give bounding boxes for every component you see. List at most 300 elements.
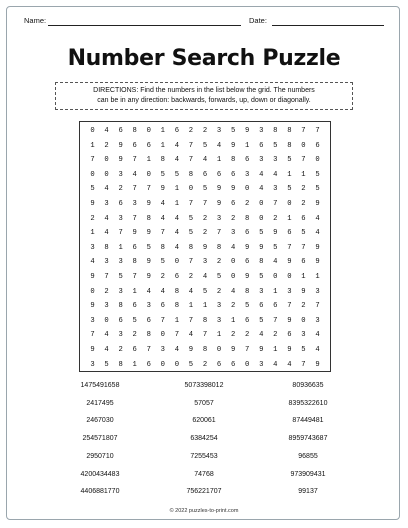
grid-cell[interactable]: 1 [245,141,250,150]
grid-cell[interactable]: 5 [259,316,264,325]
grid-cell[interactable]: 4 [174,141,180,150]
grid-cell[interactable]: 4 [202,156,208,165]
grid-cell[interactable]: 4 [259,331,264,340]
grid-cell[interactable]: 8 [287,127,292,135]
grid-cell[interactable]: 9 [90,302,95,311]
grid-cell[interactable]: 7 [132,273,137,281]
grid-cell[interactable]: 9 [287,346,292,354]
grid-cell[interactable]: 3 [216,127,222,135]
grid-cell[interactable]: 2 [230,214,236,223]
grid-cell[interactable]: 9 [315,243,320,252]
grid-cell[interactable]: 2 [230,302,236,311]
grid-cell[interactable]: 6 [301,258,306,267]
grid-cell[interactable]: 5 [118,273,123,281]
grid-cell[interactable]: 8 [132,127,137,135]
grid-cell[interactable]: 6 [118,127,123,135]
grid-cell[interactable]: 8 [202,316,208,325]
grid-cell[interactable]: 9 [146,258,151,267]
grid-cell[interactable]: 2 [104,141,109,150]
grid-cell[interactable]: 9 [90,346,95,354]
grid-cell[interactable]: 1 [301,170,306,179]
grid-cell[interactable]: 9 [315,360,320,369]
grid-cell[interactable]: 6 [245,229,250,238]
grid-cell[interactable]: 5 [259,229,264,238]
grid-cell[interactable]: 7 [273,316,278,325]
grid-cell[interactable]: 7 [301,243,306,252]
grid-cell[interactable]: 4 [287,360,292,369]
grid-cell[interactable]: 5 [245,302,250,311]
grid-cell[interactable]: 0 [160,331,165,340]
grid-cell[interactable]: 1 [216,331,222,340]
grid-cell[interactable]: 9 [301,287,306,296]
grid-cell[interactable]: 0 [104,156,109,165]
grid-cell[interactable]: 1 [287,214,292,223]
grid-cell[interactable]: 0 [160,360,165,369]
grid-cell[interactable]: 6 [146,360,151,369]
grid-cell[interactable]: 2 [132,331,137,340]
grid-cell[interactable]: 4 [160,200,165,208]
grid-cell[interactable]: 1 [118,243,123,252]
grid-cell[interactable]: 1 [160,141,165,150]
grid-cell[interactable]: 3 [230,229,236,238]
grid-cell[interactable]: 6 [245,156,250,165]
grid-cell[interactable]: 9 [202,243,208,252]
grid-cell[interactable]: 9 [146,200,151,208]
grid-cell[interactable]: 4 [174,243,180,252]
grid-cell[interactable]: 8 [174,302,180,311]
grid-cell[interactable]: 0 [287,200,292,208]
grid-cell[interactable]: 3 [216,316,222,325]
grid-cell[interactable]: 3 [118,214,123,223]
grid-cell[interactable]: 9 [245,243,250,252]
grid-cell[interactable]: 4 [104,185,109,194]
grid-cell[interactable]: 9 [188,346,194,354]
grid-cell[interactable]: 3 [301,331,306,340]
grid-cell[interactable]: 1 [132,360,137,369]
grid-cell[interactable]: 7 [132,156,137,165]
grid-cell[interactable]: 9 [315,258,320,267]
grid-cell[interactable]: 1 [315,273,320,281]
grid-cell[interactable]: 7 [188,200,194,208]
grid-cell[interactable]: 1 [174,200,180,208]
grid-cell[interactable]: 6 [315,141,320,150]
grid-cell[interactable]: 3 [315,316,320,325]
grid-cell[interactable]: 5 [287,185,292,194]
grid-cell[interactable]: 7 [301,360,306,369]
grid-cell[interactable]: 9 [287,258,292,267]
grid-cell[interactable]: 6 [174,273,180,281]
grid-cell[interactable]: 8 [146,331,151,340]
grid-cell[interactable]: 7 [273,200,278,208]
grid-cell[interactable]: 3 [118,287,123,296]
grid-cell[interactable]: 4 [273,258,278,267]
grid-cell[interactable]: 5 [273,141,278,150]
word-list-item: 2950710 [86,452,114,460]
grid-cell[interactable]: 1 [174,316,180,325]
grid-cell[interactable]: 0 [146,127,151,135]
grid-cell[interactable]: 4 [160,214,165,223]
grid-cell[interactable]: 6 [230,360,236,369]
grid-cell[interactable]: 4 [315,229,320,238]
grid-cell[interactable]: 0 [245,360,250,369]
grid-cell[interactable]: 0 [230,258,236,267]
grid-cell[interactable]: 7 [315,302,320,311]
grid-cell[interactable]: 5 [259,273,264,281]
grid-cell[interactable]: 0 [90,127,95,135]
grid-cell[interactable]: 8 [146,214,151,223]
grid-cell[interactable]: 4 [160,287,165,296]
grid-cell[interactable]: 8 [287,141,292,150]
grid-cell[interactable]: 9 [315,200,320,208]
grid-cell[interactable]: 0 [90,170,95,179]
grid-cell[interactable]: 6 [287,229,292,238]
grid-cell[interactable]: 0 [104,316,109,325]
grid-cell[interactable]: 4 [230,243,236,252]
grid-cell[interactable]: 3 [90,243,95,252]
grid-cell[interactable]: 2 [160,273,165,281]
grid-cell[interactable]: 0 [273,273,278,281]
grid-cell[interactable]: 3 [216,214,222,223]
grid-cell[interactable]: 3 [216,302,222,311]
grid-cell[interactable]: 4 [146,287,151,296]
grid-cell[interactable]: 4 [315,346,320,354]
grid-cell[interactable]: 0 [90,287,95,296]
grid-cell[interactable]: 2 [188,127,194,135]
grid-cell[interactable]: 0 [315,156,320,165]
grid-cell[interactable]: 5 [104,360,109,369]
grid-cell[interactable]: 5 [188,360,194,369]
grid-cell[interactable]: 4 [216,141,222,150]
grid-cell[interactable]: 6 [273,302,278,311]
grid-cell[interactable]: 9 [146,229,151,238]
grid-cell[interactable]: 9 [118,141,123,150]
grid-cell[interactable]: 1 [90,229,95,238]
grid-cell[interactable]: 5 [202,287,208,296]
grid-cell[interactable]: 8 [245,214,250,223]
grid-cell[interactable]: 8 [104,243,109,252]
grid-cell[interactable]: 7 [216,229,222,238]
grid-cell[interactable]: 3 [118,331,123,340]
grid-cell[interactable]: 3 [160,346,165,354]
grid-cell[interactable]: 1 [273,287,278,296]
grid-cell[interactable]: 6 [259,302,264,311]
grid-cell[interactable]: 3 [315,287,320,296]
word-list-item: 6384254 [190,435,218,443]
grid-cell[interactable]: 3 [259,287,264,296]
grid-cell[interactable]: 1 [216,156,222,165]
grid-cell[interactable]: 6 [118,316,123,325]
grid-cell[interactable]: 8 [230,156,236,165]
grid-cell[interactable]: 9 [230,141,236,150]
grid-cell[interactable]: 7 [104,273,109,281]
grid-cell[interactable]: 5 [202,141,208,150]
grid-cell[interactable]: 3 [146,302,151,311]
grid-cell[interactable]: 9 [287,316,292,325]
grid-cell[interactable]: 5 [315,185,320,194]
grid-cell[interactable]: 4 [104,127,109,135]
grid-cell[interactable]: 6 [216,170,222,179]
word-list-item: 973909431 [290,470,326,478]
grid-cell[interactable]: 1 [202,302,208,311]
grid-cell[interactable]: 9 [245,127,250,135]
name-field-line[interactable] [48,25,241,26]
grid-cell[interactable]: 0 [259,200,264,208]
grid-cell[interactable]: 4 [202,273,208,281]
grid-cell[interactable]: 7 [160,316,165,325]
grid-cell[interactable]: 5 [188,214,194,223]
grid-cell[interactable]: 0 [230,273,236,281]
grid-cell[interactable]: 5 [301,346,306,354]
date-field-line[interactable] [272,25,384,26]
grid-cell[interactable]: 2 [90,214,95,223]
grid-cell[interactable]: 1 [132,287,137,296]
grid-cell[interactable]: 6 [132,243,137,252]
grid-cell[interactable]: 2 [273,331,278,340]
grid-cell[interactable]: 4 [104,346,109,354]
grid-cell[interactable]: 8 [216,243,222,252]
grid-cell[interactable]: 7 [202,200,208,208]
grid-cell[interactable]: 5 [160,170,165,179]
grid-cell[interactable]: 9 [146,273,151,281]
grid-cell[interactable]: 9 [216,185,222,194]
grid-row [80,139,330,155]
grid-cell[interactable]: 5 [188,229,194,238]
grid-cell[interactable]: 5 [216,273,222,281]
grid-cell[interactable]: 2 [245,331,250,340]
grid-cell[interactable]: 6 [245,258,250,267]
grid-cell[interactable]: 3 [104,302,109,311]
grid-cell[interactable]: 5 [90,185,95,194]
grid-cell[interactable]: 1 [230,316,236,325]
grid-cell[interactable]: 6 [174,127,180,135]
grid-cell[interactable]: 9 [160,185,165,194]
grid-cell[interactable]: 8 [188,170,194,179]
grid-cell[interactable]: 4 [132,170,137,179]
grid-cell[interactable]: 5 [230,127,236,135]
grid-cell[interactable]: 9 [245,273,250,281]
grid-cell[interactable]: 3 [90,360,95,369]
grid-cell[interactable]: 8 [118,360,123,369]
grid-cell[interactable]: 0 [174,360,180,369]
grid-cell[interactable]: 8 [273,127,278,135]
grid-cell[interactable]: 8 [259,258,264,267]
grid-cell[interactable]: 7 [146,185,151,194]
grid-cell[interactable]: 4 [188,287,194,296]
grid-cell[interactable]: 9 [216,200,222,208]
grid-cell[interactable]: 7 [245,346,250,354]
grid-cell[interactable]: 3 [118,258,123,267]
grid-cell[interactable]: 2 [301,185,306,194]
grid-cell[interactable]: 1 [188,302,194,311]
grid-cell[interactable]: 3 [259,156,264,165]
grid-cell[interactable]: 4 [259,185,264,194]
grid-cell[interactable]: 8 [188,243,194,252]
grid-cell[interactable]: 5 [146,243,151,252]
grid-cell[interactable]: 1 [146,156,151,165]
grid-cell[interactable]: 3 [287,287,292,296]
grid-cell[interactable]: 6 [230,200,236,208]
grid-cell[interactable]: 7 [132,185,137,194]
grid-cell[interactable]: 3 [273,156,278,165]
grid-cell[interactable]: 6 [132,302,137,311]
grid-cell[interactable]: 0 [188,185,194,194]
grid-cell[interactable]: 6 [146,141,151,150]
grid-cell[interactable]: 5 [174,170,180,179]
grid-cell[interactable]: 4 [174,156,180,165]
grid-cell[interactable]: 6 [301,214,306,223]
grid-cell[interactable]: 2 [188,273,194,281]
grid-cell[interactable]: 9 [90,273,95,281]
grid-cell[interactable]: 6 [160,302,165,311]
grid-cell[interactable]: 3 [202,258,208,267]
grid-cell[interactable]: 5 [315,170,320,179]
grid-cell[interactable]: 3 [104,200,109,208]
grid-cell[interactable]: 4 [315,214,320,223]
grid-cell[interactable]: 2 [104,287,109,296]
grid-cell[interactable]: 7 [188,156,194,165]
grid-cell[interactable]: 5 [160,258,165,267]
grid-cell[interactable]: 2 [118,346,123,354]
grid-cell[interactable]: 2 [202,214,208,223]
grid-cell[interactable]: 3 [104,258,109,267]
grid-cell[interactable]: 0 [245,185,250,194]
grid-cell[interactable]: 1 [301,273,306,281]
grid-cell[interactable]: 9 [118,156,123,165]
grid-cell[interactable]: 2 [301,302,306,311]
grid-cell[interactable]: 8 [174,287,180,296]
grid-cell[interactable]: 3 [90,316,95,325]
grid-cell[interactable]: 9 [90,200,95,208]
grid-cell[interactable]: 2 [202,229,208,238]
grid-cell[interactable]: 7 [90,156,95,165]
grid-cell[interactable]: 7 [287,243,292,252]
grid-cell[interactable]: 4 [230,287,236,296]
grid-cell[interactable]: 3 [273,185,278,194]
grid-cell[interactable]: 8 [160,243,165,252]
grid-cell[interactable]: 5 [287,156,292,165]
grid-cell[interactable]: 2 [216,287,222,296]
grid-cell[interactable]: 8 [118,302,123,311]
grid-cell[interactable]: 7 [188,258,194,267]
grid-cell[interactable]: 6 [118,200,123,208]
grid-cell[interactable]: 3 [259,127,264,135]
grid-cell[interactable]: 8 [202,346,208,354]
grid-cell[interactable]: 7 [315,127,320,135]
grid-cell[interactable]: 8 [160,156,165,165]
grid-cell[interactable]: 4 [104,331,109,340]
grid-cell[interactable]: 0 [259,214,264,223]
grid-cell[interactable]: 6 [132,141,137,150]
grid-cell[interactable]: 9 [230,185,236,194]
grid-cell[interactable]: 6 [259,141,264,150]
grid-cell[interactable]: 0 [216,346,222,354]
grid-cell[interactable]: 4 [104,214,109,223]
grid-cell[interactable]: 7 [188,316,194,325]
grid-cell[interactable]: 1 [174,185,180,194]
grid-cell[interactable]: 3 [259,360,264,369]
grid-cell[interactable]: 2 [273,214,278,223]
grid-cell[interactable]: 4 [174,229,180,238]
grid-cell[interactable]: 8 [132,258,137,267]
grid-cell[interactable]: 7 [118,229,123,238]
grid-cell[interactable]: 2 [118,185,123,194]
grid-cell[interactable]: 1 [273,346,278,354]
grid-cell[interactable]: 6 [245,316,250,325]
grid-cell[interactable]: 9 [259,346,264,354]
grid-cell[interactable]: 9 [273,229,278,238]
grid-cell[interactable]: 5 [132,316,137,325]
grid-cell[interactable]: 3 [118,170,123,179]
grid-cell[interactable]: 7 [188,141,194,150]
grid-cell[interactable]: 4 [315,331,320,340]
grid-cell[interactable]: 7 [160,229,165,238]
grid-cell[interactable]: 6 [216,360,222,369]
grid-cell[interactable]: 0 [104,170,109,179]
grid-cell[interactable]: 7 [132,214,137,223]
grid-cell[interactable]: 9 [259,243,264,252]
grid-cell[interactable]: 0 [301,141,306,150]
grid-cell[interactable]: 1 [90,141,95,150]
grid-cell[interactable]: 3 [132,200,137,208]
grid-cell[interactable]: 7 [287,302,292,311]
grid-cell[interactable]: 8 [245,287,250,296]
grid-cell[interactable]: 5 [301,229,306,238]
grid-cell[interactable]: 4 [104,229,109,238]
grid-row [80,314,330,330]
grid-cell[interactable]: 7 [301,127,306,135]
grid-cell[interactable]: 6 [230,170,236,179]
grid-cell[interactable]: 7 [146,346,151,354]
grid-cell[interactable]: 9 [132,229,137,238]
grid-cell[interactable]: 4 [259,170,264,179]
grid-cell[interactable]: 0 [146,170,151,179]
name-label: Name: [24,16,47,25]
grid-cell[interactable]: 4 [174,214,180,223]
grid-cell[interactable]: 7 [90,331,95,340]
grid-cell[interactable]: 9 [230,346,236,354]
grid-cell[interactable]: 6 [132,346,137,354]
grid-cell[interactable]: 1 [160,127,165,135]
grid-cell[interactable]: 2 [230,331,236,340]
grid-cell[interactable]: 2 [216,258,222,267]
grid-cell[interactable]: 1 [287,170,292,179]
grid-cell[interactable]: 0 [301,316,306,325]
grid-cell[interactable]: 5 [273,243,278,252]
grid-cell[interactable]: 3 [245,170,250,179]
grid-cell[interactable]: 0 [174,258,180,267]
grid-cell[interactable]: 6 [287,331,292,340]
grid-cell[interactable]: 7 [174,331,180,340]
grid-cell[interactable]: 0 [287,273,292,281]
grid-cell[interactable]: 2 [301,200,306,208]
grid-cell[interactable]: 6 [146,316,151,325]
grid-cell[interactable]: 4 [188,331,194,340]
grid-cell[interactable]: 6 [202,170,208,179]
grid-cell[interactable]: 4 [273,170,278,179]
grid-row [80,241,330,257]
grid-cell[interactable]: 7 [202,331,208,340]
grid-cell[interactable]: 4 [174,346,180,354]
grid-cell[interactable]: 4 [90,258,95,267]
grid-cell[interactable]: 2 [202,127,208,135]
date-label: Date: [249,16,267,25]
grid-cell[interactable]: 2 [245,200,250,208]
number-grid [79,121,331,372]
grid-cell[interactable]: 2 [202,360,208,369]
grid-cell[interactable]: 7 [301,156,306,165]
grid-cell[interactable]: 4 [273,360,278,369]
grid-cell[interactable]: 5 [202,185,208,194]
